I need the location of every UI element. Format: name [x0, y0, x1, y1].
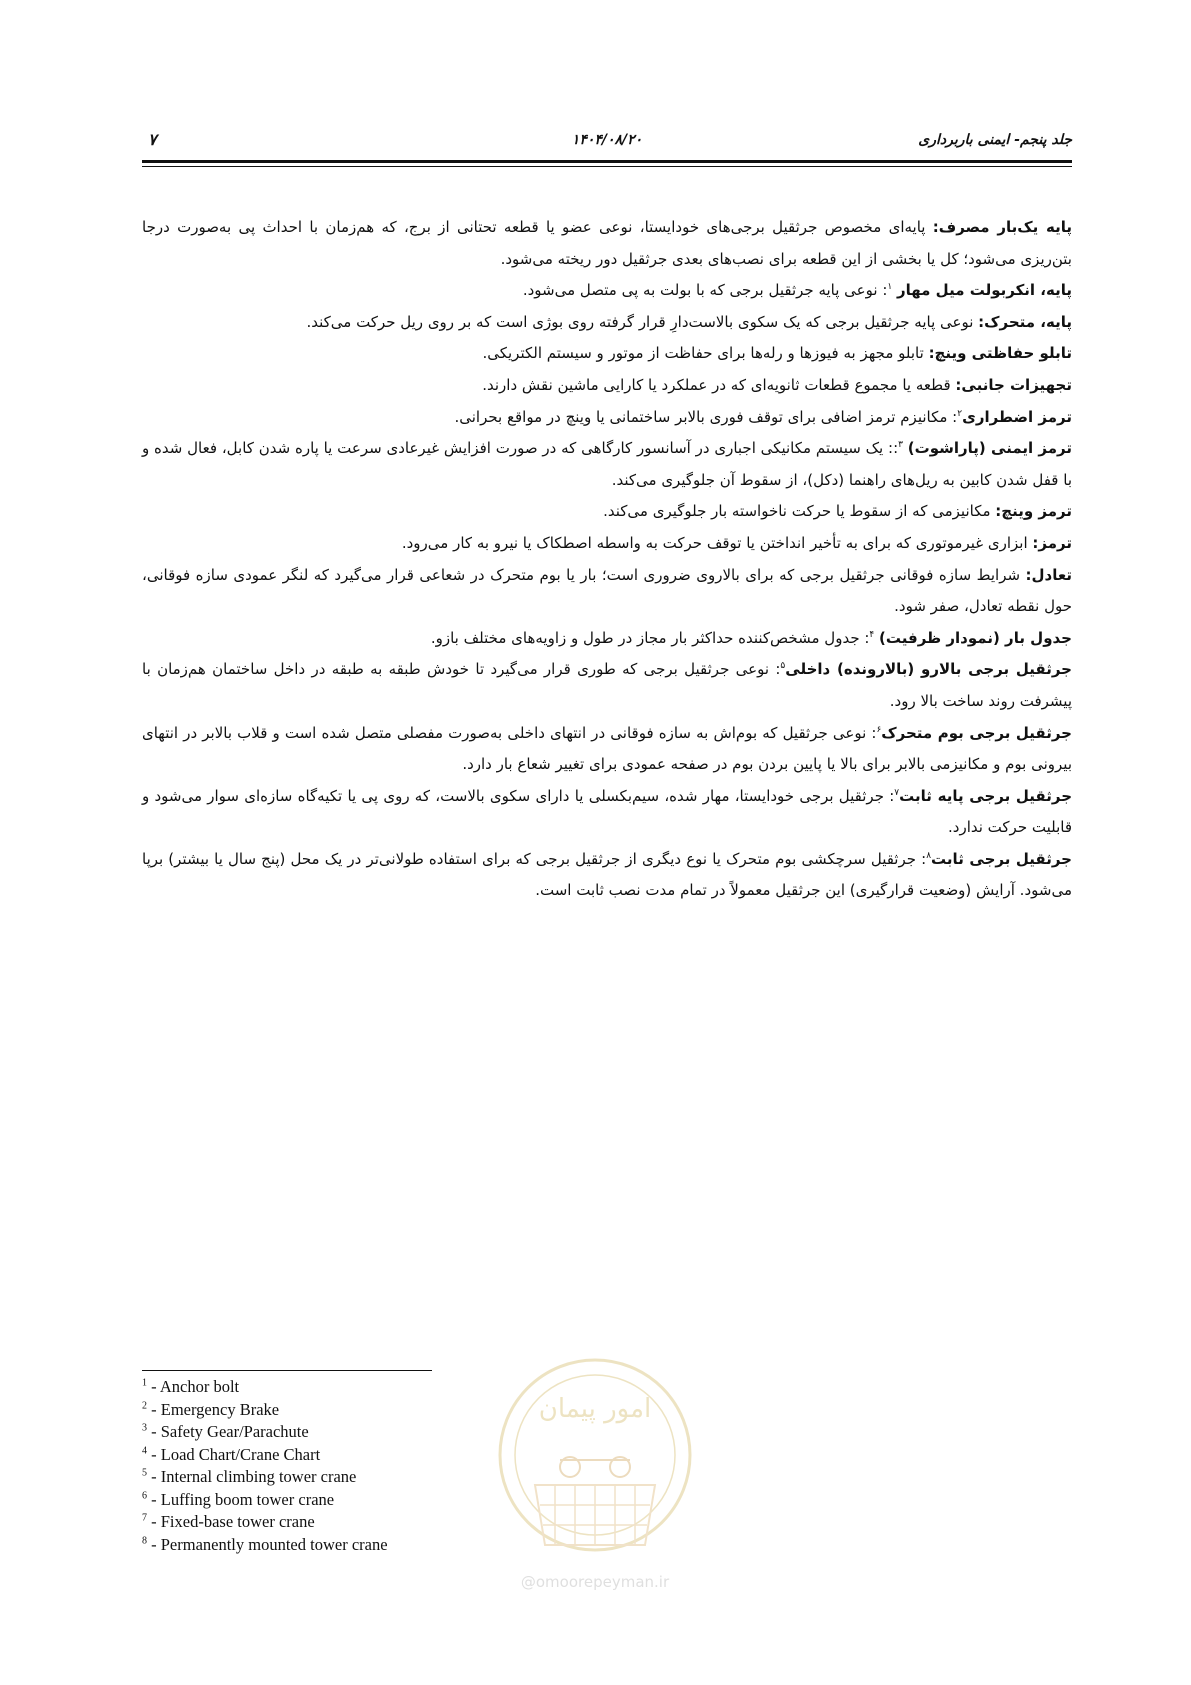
entry-text: : نوعی جرثقیل برجی که طوری قرار می‌گیرد تا خودش طبقه به طبقه در داخل ساختمان هم‌زمان با پیشرفت روند ساخت بالا رود.	[142, 660, 1072, 710]
entry-term: تجهیزات جانبی:	[955, 375, 1072, 394]
glossary-entry	[142, 433, 1072, 496]
glossary-body	[142, 212, 1072, 907]
header-title: جلد پنجم- ایمنی باربرداری	[918, 132, 1072, 148]
entry-term: جرثقیل برجی پایه ثابت	[899, 786, 1073, 805]
footnote-text: - Fixed-base tower crane	[147, 1512, 315, 1531]
footnote-ref: ۸	[926, 850, 932, 861]
footnote-text: - Safety Gear/Parachute	[147, 1422, 309, 1441]
entry-term: جدول بار (نمودار ظرفیت)	[879, 628, 1072, 647]
entry-text: پایه‌ای مخصوص جرثقیل برجی‌های خودایستا، نوعی عضو یا قطعه تحتانی از برج، که هم‌زمان با احداث پی به‌صورت درجا بتن‌ریزی می‌شود؛ کل یا بخشی از این قطعه برای نصب‌های بعدی جرثقیل دور ریخته می‌شود.	[142, 218, 1072, 268]
watermark-logo-text: امور پیمان	[538, 1394, 652, 1424]
glossary-entry	[142, 212, 1072, 275]
header-rule-thin	[142, 166, 1072, 167]
footnote-text: - Luffing boom tower crane	[147, 1489, 335, 1509]
glossary-entry	[142, 370, 1072, 402]
entry-term: ترمز اضطراری	[962, 407, 1072, 426]
entry-text: :: یک سیستم مکانیکی اجباری در آسانسور کارگاهی که در صورت افزایش غیرعادی سرعت یا پاره شدن کابل، فعال شده و با قفل شدن کابین به ریل‌های راهنما (دکل)، از سقوط آن جلوگیری می‌کند.	[142, 439, 1072, 489]
page-number: ۷	[148, 130, 157, 149]
entry-text: تابلو مجهز به فیوزها و رله‌ها برای حفاظت از موتور و سیستم الکتریکی.	[482, 344, 929, 363]
footnote-ref: ۴	[869, 629, 875, 640]
glossary-entry	[142, 623, 1072, 655]
glossary-entry	[142, 844, 1072, 907]
entry-term: تعادل:	[1025, 565, 1072, 584]
glossary-entry	[142, 718, 1072, 781]
entry-term: جرثقیل برجی ثابت	[931, 849, 1072, 868]
header-rule-thick	[142, 160, 1072, 163]
entry-text: : نوعی پایه جرثقیل برجی که با بولت به پی متصل می‌شود.	[522, 281, 888, 300]
footnote-number: 1	[142, 1377, 147, 1389]
entry-term: جرثقیل برجی بوم متحرک	[881, 723, 1072, 742]
glossary-entry	[142, 275, 1072, 307]
footnote-ref: ۲	[957, 408, 963, 419]
entry-text: مکانیزمی که از سقوط یا حرکت ناخواسته بار جلوگیری می‌کند.	[603, 502, 996, 521]
entry-text: نوعی پایه جرثقیل برجی که یک سکوی بالاست‌دارِ قرار گرفته روی بوژی است که بر روی ریل حرکت می‌کند.	[306, 312, 979, 331]
footnote-text: - Load Chart/Crane Chart	[147, 1444, 321, 1464]
watermark	[475, 1355, 715, 1605]
glossary-entry	[142, 496, 1072, 528]
watermark-logo-icon	[475, 1355, 715, 1570]
footnote-ref: ۶	[876, 724, 882, 735]
footnote-number: 3	[142, 1422, 147, 1434]
entry-term: پایه، انکربولت میل مهار	[897, 281, 1072, 300]
footnote-number: 7	[142, 1512, 147, 1524]
footnote-text: - Internal climbing tower crane	[147, 1467, 357, 1486]
watermark-url: @omoorepeyman.ir	[520, 1573, 670, 1591]
header-date: ۱۴۰۴/۰۸/۲۰	[571, 132, 643, 148]
glossary-entry	[142, 654, 1072, 717]
running-header	[142, 128, 1072, 154]
entry-text: : مکانیزم ترمز اضافی برای توقف فوری بالابر ساختمانی یا وینچ در مواقع بحرانی.	[454, 407, 958, 426]
entry-term: پایه، متحرک:	[978, 312, 1072, 331]
footnote-text: - Permanently mounted tower crane	[147, 1534, 388, 1554]
footnote-number: 5	[142, 1467, 147, 1479]
entry-term: ترمز وینچ:	[995, 502, 1072, 521]
entry-term: ترمز ایمنی (پاراشوت)	[907, 439, 1072, 458]
entry-text: : جرثقیل سرچکشی بوم متحرک یا نوع دیگری از جرثقیل برجی که برای استفاده طولانی‌تر در یک محل (پنج سال یا بیشتر) برپا می‌شود. آرایش (وضعیت قرارگیری) این جرثقیل معمولاً در تمام مدت نصب ثابت است.	[142, 849, 1072, 900]
footnote-text: - Emergency Brake	[147, 1399, 280, 1419]
footnote-separator	[142, 1370, 432, 1371]
footnote-number: 6	[142, 1490, 147, 1501]
entry-text: ابزاری غیرموتوری که برای به تأخیر انداختن یا توقف حرکت به واسطه اصطکاک یا نیرو به کار می‌رود.	[401, 533, 1033, 552]
footnote-text: - Anchor bolt	[147, 1377, 240, 1396]
entry-term: ترمز:	[1032, 533, 1072, 552]
entry-text: : نوعی جرثقیل که بوم‌اش به سازه فوقانی در انتهای داخلی به‌صورت مفصلی متصل شده است و قلاب بالابر در انتهای بیرونی بوم و مکانیزمی بالابر برای بالا یا پایین بردن بوم در صفحه عمودی برای تغییر شعاع بار دارد.	[142, 723, 1072, 774]
footnote-number: 2	[142, 1400, 147, 1411]
glossary-entry	[142, 307, 1072, 339]
footnote-ref: ۵	[780, 661, 786, 672]
entry-text: شرایط سازه فوقانی جرثقیل برجی که برای بالاروی ضروری است؛ بار یا بوم متحرک در شعاعی قرار می‌گیرد که لنگر عمودی سازه فوقانی، حول نقطه تعادل، صفر شود.	[142, 565, 1072, 616]
entry-term: تابلو حفاظتی وینچ:	[928, 344, 1072, 363]
glossary-entry	[142, 781, 1072, 844]
glossary-entry	[142, 338, 1072, 370]
entry-text: : جرثقیل برجی خودایستا، مهار شده، سیم‌بکسلی یا دارای سکوی بالاست، که روی پی یا تکیه‌گاه سازه‌ای سوار می‌شود و قابلیت حرکت ندارد.	[142, 786, 1072, 837]
glossary-entry	[142, 402, 1072, 434]
entry-text: : جدول مشخص‌کننده حداکثر بار مجاز در طول و زاویه‌های مختلف بازو.	[430, 628, 870, 647]
entry-term: جرثقیل برجی بالارو (بالارونده) داخلی	[785, 660, 1072, 679]
glossary-entry	[142, 560, 1072, 623]
glossary-entry	[142, 528, 1072, 560]
footnote-number: 8	[142, 1535, 147, 1546]
footnote-ref: ۱	[887, 282, 893, 293]
footnote-ref: ۷	[894, 787, 900, 798]
footnote-ref: ۳	[898, 440, 903, 451]
entry-text: قطعه یا مجموع قطعات ثانویه‌ای که در عملکرد یا کارایی ماشین نقش دارند.	[482, 375, 956, 394]
entry-term: پایه یک‌بار مصرف:	[932, 218, 1072, 236]
footnote-number: 4	[142, 1445, 147, 1456]
